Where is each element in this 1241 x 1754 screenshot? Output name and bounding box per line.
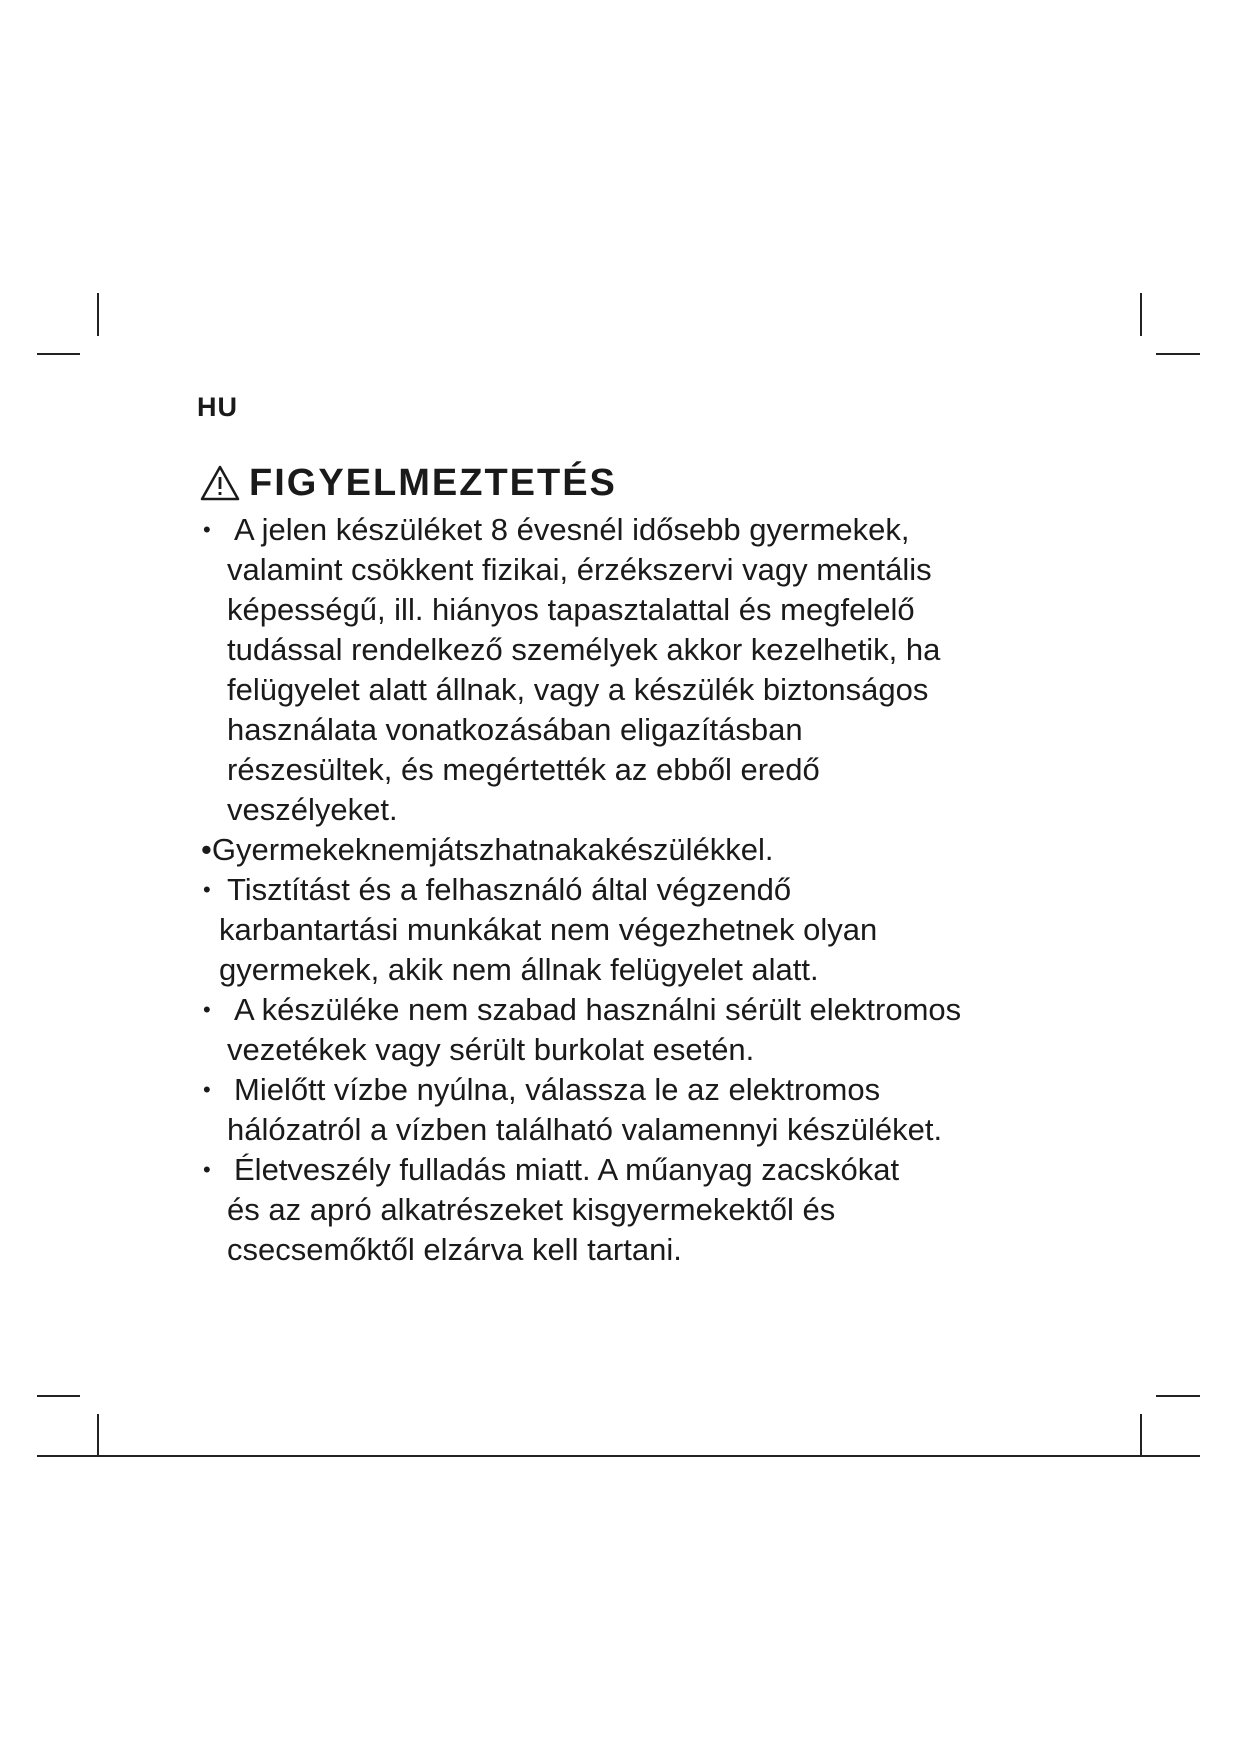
item-5-line-1: Mielőtt vízbe nyúlna, válassza le az elektromos: [234, 1072, 881, 1107]
item-6-line-3: csecsemőktől elzárva kell tartani.: [227, 1232, 682, 1267]
item-4-line-2: vezetékek vagy sérült burkolat esetén.: [227, 1032, 755, 1067]
item-4-line-1: A készüléke nem szabad használni sérült elektromos: [234, 992, 962, 1027]
item-1-line-8: veszélyeket.: [227, 792, 398, 827]
bullet-4: •: [203, 997, 211, 1022]
item-2-line-1: •Gyermekeknemjátszhatnakakészülékkel.: [201, 832, 774, 867]
bullet-6: •: [203, 1157, 211, 1182]
item-6-line-1: Életveszély fulladás miatt. A műanyag zacskókat: [234, 1152, 900, 1187]
item-1-line-3: képességű, ill. hiányos tapasztalattal és megfelelő: [227, 592, 915, 627]
item-1-line-7: részesültek, és megértették az ebből eredő: [227, 752, 820, 787]
crop-mark-top-left-vertical: [97, 293, 99, 336]
crop-mark-top-right-vertical: [1140, 293, 1142, 336]
item-1-line-4: tudással rendelkező személyek akkor kezelhetik, ha: [227, 632, 941, 667]
warning-title: FIGYELMEZTETÉS: [249, 461, 617, 504]
item-5-line-2: hálózatról a vízben található valamennyi készüléket.: [227, 1112, 943, 1147]
crop-mark-bottom-left-vertical: [97, 1414, 99, 1456]
item-3-line-3: gyermekek, akik nem állnak felügyelet alatt.: [219, 952, 819, 987]
item-1-line-1: A jelen készüléket 8 évesnél idősebb gyermekek,: [234, 512, 910, 547]
warning-triangle-icon: [199, 464, 241, 502]
item-1-line-2: valamint csökkent fizikai, érzékszervi vagy mentális: [227, 552, 932, 587]
item-1-line-6: használata vonatkozásában eligazításban: [227, 712, 803, 747]
crop-mark-bottom-left-horizontal: [37, 1395, 80, 1397]
warning-heading: [199, 458, 617, 508]
bullet-3: •: [203, 877, 211, 902]
bullet-5: •: [203, 1077, 211, 1102]
item-3-line-1: Tisztítást és a felhasználó által végzendő: [227, 872, 792, 907]
item-6-line-2: és az apró alkatrészeket kisgyermekektől és: [227, 1192, 836, 1227]
crop-mark-bottom-right-horizontal: [1156, 1395, 1200, 1397]
crop-mark-top-right-horizontal: [1156, 353, 1200, 355]
item-3-line-2: karbantartási munkákat nem végezhetnek olyan: [219, 912, 878, 947]
item-1-line-5: felügyelet alatt állnak, vagy a készülék biztonságos: [227, 672, 929, 707]
bullet-1: •: [203, 517, 211, 542]
bottom-trim-line: [37, 1455, 1200, 1457]
language-code: HU: [197, 392, 238, 422]
crop-mark-bottom-right-vertical: [1140, 1414, 1142, 1456]
crop-mark-top-left-horizontal: [37, 353, 80, 355]
